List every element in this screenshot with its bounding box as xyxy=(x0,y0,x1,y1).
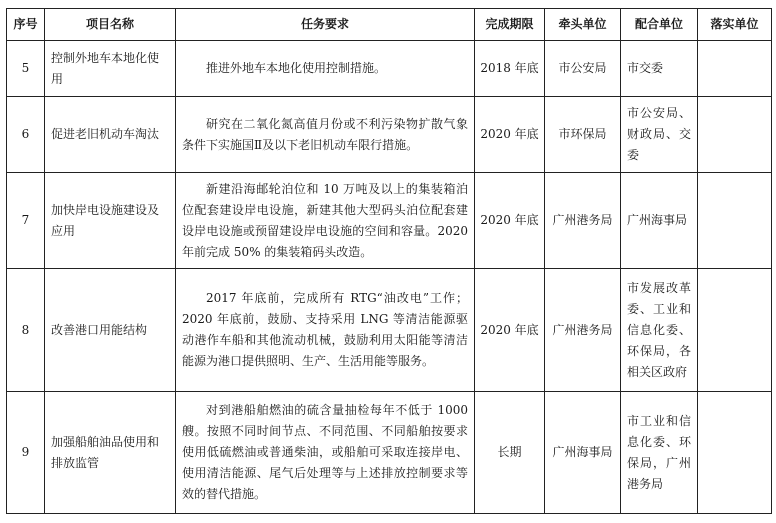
row-requirement: 对到港船舶燃油的硫含量抽检每年不低于 1000 艘。按照不同时间节点、不同范围、不同船舶按要求使用低硫燃油或普通柴油，或船舶可采取连接岸电、使用清洁能源、尾气后处理等与上述排放控制要求等效的替代措施。 xyxy=(176,392,475,514)
row-requirement: 2017 年底前，完成所有 RTG“油改电”工作；2020 年底前，鼓励、支持采用 LNG 等清洁能源驱动港作车船和其他流动机械，鼓励利用太阳能等清洁能源为港口提供照明、生产、生活用能等服务。 xyxy=(176,269,475,392)
table-row xyxy=(7,41,772,97)
row-lead-unit: 市环保局 xyxy=(545,97,621,173)
row-deadline: 2018 年底 xyxy=(475,41,545,97)
row-no: 5 xyxy=(7,41,45,97)
table-row xyxy=(7,97,772,173)
row-coop-unit: 市工业和信息化委、环保局，广州港务局 xyxy=(621,392,698,514)
row-no: 8 xyxy=(7,269,45,392)
header-requirement: 任务要求 xyxy=(176,9,475,41)
row-lead-unit: 广州港务局 xyxy=(545,269,621,392)
row-impl-unit xyxy=(698,97,772,173)
row-impl-unit xyxy=(698,269,772,392)
row-name: 加强船舶油品使用和排放监管 xyxy=(45,392,176,514)
row-deadline: 2020 年底 xyxy=(475,97,545,173)
row-deadline: 2020 年底 xyxy=(475,173,545,269)
row-requirement: 推进外地车本地化使用控制措施。 xyxy=(176,41,475,97)
table-row xyxy=(7,392,772,514)
row-coop-unit: 市公安局、财政局、交委 xyxy=(621,97,698,173)
header-coop-unit: 配合单位 xyxy=(621,9,698,41)
row-no: 7 xyxy=(7,173,45,269)
row-coop-unit: 市发展改革委、工业和信息化委、环保局，各相关区政府 xyxy=(621,269,698,392)
table-row xyxy=(7,173,772,269)
row-coop-unit: 广州海事局 xyxy=(621,173,698,269)
row-no: 6 xyxy=(7,97,45,173)
header-name: 项目名称 xyxy=(45,9,176,41)
row-no: 9 xyxy=(7,392,45,514)
row-impl-unit xyxy=(698,392,772,514)
row-deadline: 2020 年底 xyxy=(475,269,545,392)
task-table xyxy=(6,8,772,514)
row-name: 加快岸电设施建设及应用 xyxy=(45,173,176,269)
row-lead-unit: 广州港务局 xyxy=(545,173,621,269)
row-impl-unit xyxy=(698,173,772,269)
header-impl-unit: 落实单位 xyxy=(698,9,772,41)
row-deadline: 长期 xyxy=(475,392,545,514)
header-lead-unit: 牵头单位 xyxy=(545,9,621,41)
row-name: 促进老旧机动车淘汰 xyxy=(45,97,176,173)
row-name: 控制外地车本地化使用 xyxy=(45,41,176,97)
table-row xyxy=(7,269,772,392)
row-requirement: 新建沿海邮轮泊位和 10 万吨及以上的集装箱泊位配套建设岸电设施，新建其他大型码头泊位配套建设岸电设施或预留建设岸电设施的空间和容量。2020 年前完成 50% 的集装箱码头改造。 xyxy=(176,173,475,269)
row-lead-unit: 广州海事局 xyxy=(545,392,621,514)
row-lead-unit: 市公安局 xyxy=(545,41,621,97)
row-requirement: 研究在二氧化氮高值月份或不利污染物扩散气象条件下实施国Ⅱ及以下老旧机动车限行措施。 xyxy=(176,97,475,173)
header-deadline: 完成期限 xyxy=(475,9,545,41)
header-row xyxy=(7,9,772,41)
row-name: 改善港口用能结构 xyxy=(45,269,176,392)
row-coop-unit: 市交委 xyxy=(621,41,698,97)
row-impl-unit xyxy=(698,41,772,97)
header-no: 序号 xyxy=(7,9,45,41)
